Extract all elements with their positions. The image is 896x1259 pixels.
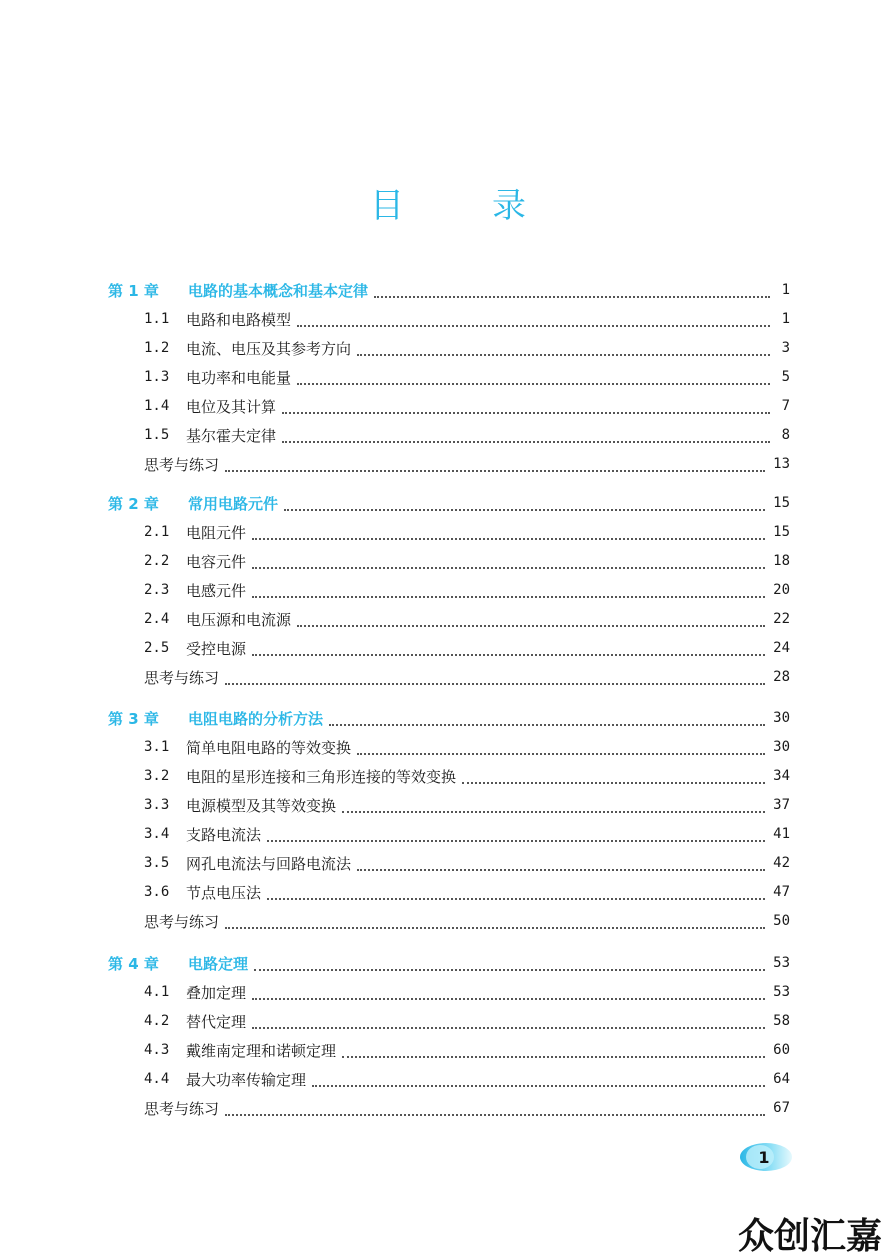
toc-section[interactable] — [144, 520, 790, 544]
page-ref: 22 — [773, 611, 790, 627]
chapter-number: 第 1 章 — [108, 281, 159, 300]
chapter-title: 电路定理 — [188, 954, 249, 973]
toc-chapter[interactable] — [108, 951, 790, 975]
page-title — [0, 178, 896, 227]
section-title: 基尔霍夫定律 — [186, 426, 277, 445]
page-ref: 53 — [773, 955, 790, 971]
section-title: 受控电源 — [186, 639, 247, 658]
toc-section[interactable] — [144, 822, 790, 846]
toc-chapter[interactable] — [108, 706, 790, 730]
toc-section[interactable] — [144, 980, 790, 1004]
toc-section[interactable] — [144, 365, 790, 389]
page-ref: 18 — [773, 553, 790, 569]
toc-section[interactable] — [144, 764, 790, 788]
section-title: 叠加定理 — [186, 983, 247, 1002]
section-number: 1.1 — [144, 311, 170, 327]
section-number: 4.3 — [144, 1042, 170, 1058]
dot-leader — [357, 855, 765, 871]
toc-section[interactable] — [144, 394, 790, 418]
dot-leader — [225, 456, 765, 472]
dot-leader — [297, 611, 765, 627]
section-number: 1.3 — [144, 369, 170, 385]
page-ref: 28 — [773, 669, 790, 685]
section-number: 2.3 — [144, 582, 170, 598]
section-title: 电阻的星形连接和三角形连接的等效变换 — [186, 767, 457, 786]
section-title: 电压源和电流源 — [186, 610, 292, 629]
dot-leader — [225, 1100, 765, 1116]
page-ref: 1 — [781, 282, 790, 298]
page-ref: 34 — [773, 768, 790, 784]
section-title: 戴维南定理和诺顿定理 — [186, 1041, 337, 1060]
exercise-title: 思考与练习 — [144, 455, 220, 474]
dot-leader — [312, 1071, 765, 1087]
page-ref: 47 — [773, 884, 790, 900]
toc-section[interactable] — [144, 1067, 790, 1091]
section-title: 电感元件 — [186, 581, 247, 600]
dot-leader — [252, 582, 765, 598]
page-ref: 53 — [773, 984, 790, 1000]
page-ref: 41 — [773, 826, 790, 842]
page-ref: 3 — [781, 340, 790, 356]
section-number: 2.4 — [144, 611, 170, 627]
toc-chapter[interactable] — [108, 491, 790, 515]
section-title: 电位及其计算 — [186, 397, 277, 416]
page-ref: 37 — [773, 797, 790, 813]
toc-section[interactable] — [144, 336, 790, 360]
toc-section[interactable] — [144, 578, 790, 602]
page-ref: 1 — [781, 311, 790, 327]
dot-leader — [374, 282, 770, 298]
toc-section[interactable] — [144, 607, 790, 631]
section-number: 3.4 — [144, 826, 170, 842]
page-ref: 24 — [773, 640, 790, 656]
section-title: 电容元件 — [186, 552, 247, 571]
section-number: 2.1 — [144, 524, 170, 540]
toc-section[interactable] — [144, 307, 790, 331]
toc-section[interactable] — [144, 735, 790, 759]
page-ref: 30 — [773, 739, 790, 755]
chapter-number: 第 3 章 — [108, 709, 159, 728]
dot-leader — [252, 1013, 765, 1029]
section-number: 2.2 — [144, 553, 170, 569]
toc-section[interactable] — [144, 793, 790, 817]
section-number: 4.2 — [144, 1013, 170, 1029]
page-ref: 8 — [781, 427, 790, 443]
toc-section[interactable] — [144, 549, 790, 573]
page-ref: 60 — [773, 1042, 790, 1058]
section-title: 网孔电流法与回路电流法 — [186, 854, 352, 873]
section-title: 电源模型及其等效变换 — [186, 796, 337, 815]
toc-section[interactable] — [144, 1009, 790, 1033]
section-number: 1.4 — [144, 398, 170, 414]
dot-leader — [297, 369, 770, 385]
section-number: 3.6 — [144, 884, 170, 900]
section-title: 节点电压法 — [186, 883, 262, 902]
page-number: 1 — [758, 1148, 770, 1167]
toc-chapter[interactable] — [108, 278, 790, 302]
exercise-title: 思考与练习 — [144, 1099, 220, 1118]
section-title: 电功率和电能量 — [186, 368, 292, 387]
dot-leader — [297, 311, 770, 327]
toc-section[interactable] — [144, 851, 790, 875]
section-number: 3.1 — [144, 739, 170, 755]
section-number: 4.4 — [144, 1071, 170, 1087]
dot-leader — [252, 984, 765, 1000]
dot-leader — [357, 739, 765, 755]
dot-leader — [282, 398, 770, 414]
section-number: 3.5 — [144, 855, 170, 871]
section-number: 1.2 — [144, 340, 170, 356]
toc-section[interactable] — [144, 880, 790, 904]
page-ref: 30 — [773, 710, 790, 726]
page-ref: 50 — [773, 913, 790, 929]
dot-leader — [329, 710, 765, 726]
chapter-title: 电路的基本概念和基本定律 — [188, 281, 369, 300]
section-title: 电流、电压及其参考方向 — [186, 339, 352, 358]
dot-leader — [357, 340, 770, 356]
dot-leader — [252, 640, 765, 656]
section-title: 电阻元件 — [186, 523, 247, 542]
section-number: 4.1 — [144, 984, 170, 1000]
section-number: 3.2 — [144, 768, 170, 784]
section-number: 3.3 — [144, 797, 170, 813]
dot-leader — [267, 884, 765, 900]
page-ref: 7 — [781, 398, 790, 414]
page-ref: 64 — [773, 1071, 790, 1087]
dot-leader — [284, 495, 765, 511]
dot-leader — [252, 524, 765, 540]
dot-leader — [267, 826, 765, 842]
section-title: 替代定理 — [186, 1012, 247, 1031]
dot-leader — [342, 797, 765, 813]
page-ref: 58 — [773, 1013, 790, 1029]
page-number-badge — [736, 1140, 792, 1174]
page-ref: 67 — [773, 1100, 790, 1116]
page-ref: 13 — [773, 456, 790, 472]
toc-section[interactable] — [144, 423, 790, 447]
title-char-2: 录 — [492, 186, 526, 226]
dot-leader — [282, 427, 770, 443]
dot-leader — [252, 553, 765, 569]
section-title: 最大功率传输定理 — [186, 1070, 307, 1089]
dot-leader — [342, 1042, 765, 1058]
dot-leader — [462, 768, 765, 784]
section-title: 支路电流法 — [186, 825, 262, 844]
toc-exercise[interactable] — [144, 665, 790, 689]
toc-exercise[interactable] — [144, 1096, 790, 1120]
section-title: 简单电阻电路的等效变换 — [186, 738, 352, 757]
chapter-number: 第 2 章 — [108, 494, 159, 513]
exercise-title: 思考与练习 — [144, 912, 220, 931]
page-ref: 15 — [773, 524, 790, 540]
dot-leader — [225, 913, 765, 929]
page-ref: 20 — [773, 582, 790, 598]
title-char-1: 目 — [370, 186, 404, 226]
watermark-logo: 众创汇嘉 — [738, 1216, 883, 1257]
section-number: 2.5 — [144, 640, 170, 656]
toc-exercise[interactable] — [144, 452, 790, 476]
chapter-title: 常用电路元件 — [188, 494, 279, 513]
dot-leader — [254, 955, 765, 971]
dot-leader — [225, 669, 765, 685]
toc-section[interactable] — [144, 1038, 790, 1062]
page-ref: 42 — [773, 855, 790, 871]
exercise-title: 思考与练习 — [144, 668, 220, 687]
toc-section[interactable] — [144, 636, 790, 660]
section-title: 电路和电路模型 — [186, 310, 292, 329]
section-number: 1.5 — [144, 427, 170, 443]
chapter-number: 第 4 章 — [108, 954, 159, 973]
page-ref: 15 — [773, 495, 790, 511]
toc-exercise[interactable] — [144, 909, 790, 933]
chapter-title: 电阻电路的分析方法 — [188, 709, 324, 728]
page-ref: 5 — [781, 369, 790, 385]
